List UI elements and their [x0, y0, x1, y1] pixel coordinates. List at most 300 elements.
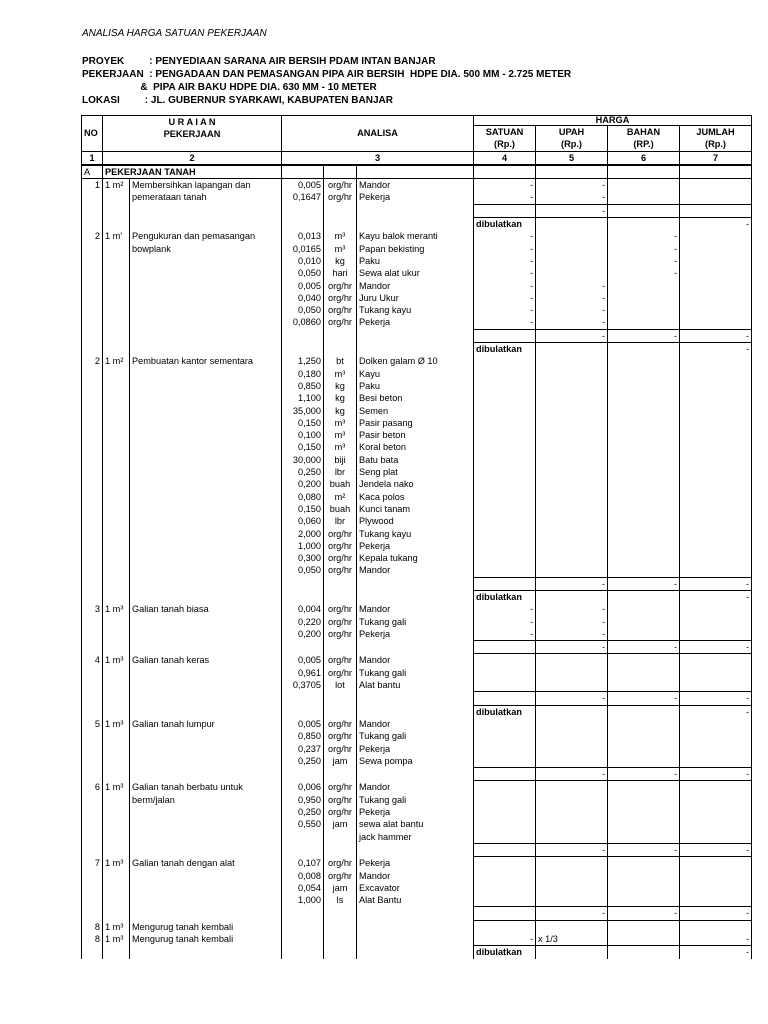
price-jumlah	[680, 755, 752, 767]
item-desc: pemerataan tanah	[130, 191, 282, 203]
item-no	[82, 491, 103, 503]
price-bahan	[608, 882, 680, 894]
cell	[608, 218, 680, 231]
subtotal-row	[82, 907, 752, 920]
item-desc	[130, 818, 282, 830]
cell	[474, 329, 536, 342]
price-jumlah	[680, 255, 752, 267]
price-bahan	[608, 870, 680, 882]
item-desc	[130, 255, 282, 267]
unit: org/hr	[324, 292, 357, 304]
item-unit	[103, 730, 130, 742]
unit: org/hr	[324, 528, 357, 540]
resource: Pekerja	[357, 857, 474, 869]
resource: Pasir beton	[357, 429, 474, 441]
cell	[324, 590, 357, 603]
price-jumlah	[680, 280, 752, 292]
price-bahan	[608, 552, 680, 564]
coefficient: 2,000	[282, 528, 324, 540]
price-bahan	[608, 368, 680, 380]
unit: org/hr	[324, 654, 357, 666]
price-satuan	[474, 718, 536, 730]
price-bahan	[608, 417, 680, 429]
item-no	[82, 628, 103, 640]
rounded-label: dibulatkan	[474, 343, 536, 356]
price-upah: -	[536, 191, 608, 203]
column-number-row	[82, 151, 752, 164]
cell	[82, 843, 103, 856]
item-desc	[130, 831, 282, 843]
cell	[282, 768, 324, 781]
subtotal-value: -	[608, 843, 680, 856]
unit	[324, 933, 357, 946]
item-no	[82, 882, 103, 894]
item-desc	[130, 380, 282, 392]
price-bahan	[608, 667, 680, 679]
price-jumlah	[680, 417, 752, 429]
item-desc	[130, 743, 282, 755]
resource: Paku	[357, 380, 474, 392]
price-satuan	[474, 417, 536, 429]
unit: org/hr	[324, 616, 357, 628]
item-unit: 1 m³	[103, 781, 130, 793]
cell	[82, 329, 103, 342]
resource: Pekerja	[357, 806, 474, 818]
unit: org/hr	[324, 743, 357, 755]
item-row	[82, 267, 752, 279]
price-upah	[536, 831, 608, 843]
analysis-table	[81, 115, 752, 959]
unit: kg	[324, 392, 357, 404]
price-bahan	[608, 528, 680, 540]
price-jumlah	[680, 230, 752, 242]
unit: org/hr	[324, 667, 357, 679]
project-line: PROYEK : PENYEDIAAN SARANA AIR BERSIH PDAM INTAN BANJAR	[82, 56, 436, 67]
header-jumlah-unit: (Rp.)	[705, 139, 726, 150]
price-satuan	[474, 806, 536, 818]
resource: sewa alat bantu	[357, 818, 474, 830]
item-row	[82, 191, 752, 203]
item-desc: berm/jalan	[130, 794, 282, 806]
price-satuan	[474, 441, 536, 453]
header-satuan-label: SATUAN	[485, 127, 524, 137]
resource: Alat bantu	[357, 679, 474, 691]
coefficient: 0,005	[282, 280, 324, 292]
coefficient: 1,100	[282, 392, 324, 404]
cell	[324, 705, 357, 718]
cell	[608, 705, 680, 718]
unit: hari	[324, 267, 357, 279]
price-upah	[536, 540, 608, 552]
resource: Plywood	[357, 515, 474, 527]
cell	[536, 218, 608, 231]
price-bahan	[608, 316, 680, 328]
price-satuan: -	[474, 628, 536, 640]
header-jumlah	[680, 126, 752, 152]
cell	[282, 577, 324, 590]
subtotal-value: -	[680, 907, 752, 920]
price-jumlah	[680, 316, 752, 328]
unit: org/hr	[324, 603, 357, 615]
item-no	[82, 478, 103, 490]
unit: m³	[324, 243, 357, 255]
price-upah	[536, 255, 608, 267]
item-no	[82, 429, 103, 441]
item-unit	[103, 540, 130, 552]
price-satuan: -	[474, 255, 536, 267]
price-jumlah	[680, 894, 752, 906]
item-no: 5	[82, 718, 103, 730]
subtotal-row	[82, 692, 752, 705]
item-no	[82, 528, 103, 540]
price-bahan	[608, 564, 680, 576]
price-bahan	[608, 392, 680, 404]
resource: Kunci tanam	[357, 503, 474, 515]
item-unit	[103, 628, 130, 640]
price-bahan	[608, 755, 680, 767]
item-row	[82, 730, 752, 742]
header-bahan	[608, 126, 680, 152]
price-satuan: -	[474, 933, 536, 946]
cell	[103, 907, 130, 920]
cell	[130, 907, 282, 920]
item-desc	[130, 316, 282, 328]
coefficient: 0,080	[282, 491, 324, 503]
item-no	[82, 441, 103, 453]
item-unit	[103, 667, 130, 679]
item-desc	[130, 441, 282, 453]
price-jumlah	[680, 743, 752, 755]
item-row	[82, 870, 752, 882]
item-row	[82, 491, 752, 503]
item-row	[82, 603, 752, 615]
price-satuan	[474, 921, 536, 933]
subtotal-value: -	[536, 577, 608, 590]
price-upah	[536, 230, 608, 242]
price-bahan	[608, 616, 680, 628]
rounded-label: dibulatkan	[474, 946, 536, 959]
unit: org/hr	[324, 857, 357, 869]
item-no	[82, 515, 103, 527]
item-row	[82, 528, 752, 540]
cell	[357, 843, 474, 856]
item-row	[82, 831, 752, 843]
subtotal-row	[82, 329, 752, 342]
price-bahan	[608, 743, 680, 755]
rounded-label: dibulatkan	[474, 590, 536, 603]
item-row	[82, 540, 752, 552]
resource: Sewa pompa	[357, 755, 474, 767]
cell	[82, 946, 103, 959]
price-bahan	[608, 718, 680, 730]
price-upah	[536, 921, 608, 933]
item-row	[82, 429, 752, 441]
unit: jam	[324, 882, 357, 894]
unit: lbr	[324, 466, 357, 478]
price-bahan: -	[608, 230, 680, 242]
item-unit	[103, 478, 130, 490]
cell	[82, 577, 103, 590]
item-no	[82, 806, 103, 818]
item-desc	[130, 894, 282, 906]
item-desc: Galian tanah berbatu untuk	[130, 781, 282, 793]
item-desc	[130, 882, 282, 894]
price-upah	[536, 667, 608, 679]
item-desc	[130, 417, 282, 429]
price-satuan: -	[474, 292, 536, 304]
item-unit	[103, 405, 130, 417]
cell	[608, 204, 680, 217]
price-satuan: -	[474, 280, 536, 292]
price-jumlah	[680, 515, 752, 527]
resource: Paku	[357, 255, 474, 267]
item-desc: Galian tanah lumpur	[130, 718, 282, 730]
item-row	[82, 405, 752, 417]
price-bahan: -	[608, 243, 680, 255]
item-row	[82, 392, 752, 404]
price-upah	[536, 730, 608, 742]
item-row	[82, 921, 752, 933]
price-upah	[536, 454, 608, 466]
coefficient: 0,237	[282, 743, 324, 755]
price-upah: -	[536, 179, 608, 192]
item-unit	[103, 794, 130, 806]
subtotal-value: -	[680, 577, 752, 590]
resource: Koral beton	[357, 441, 474, 453]
unit: buah	[324, 478, 357, 490]
item-no	[82, 454, 103, 466]
cell	[82, 692, 103, 705]
price-upah	[536, 894, 608, 906]
item-desc	[130, 528, 282, 540]
price-upah: -	[536, 616, 608, 628]
cell	[82, 907, 103, 920]
item-unit	[103, 255, 130, 267]
item-unit: 1 m³	[103, 857, 130, 869]
resource: Jendela nako	[357, 478, 474, 490]
unit: org/hr	[324, 304, 357, 316]
price-upah	[536, 392, 608, 404]
coefficient: 0,3705	[282, 679, 324, 691]
item-unit: 1 m²	[103, 355, 130, 367]
resource: Pekerja	[357, 628, 474, 640]
coefficient: 0,006	[282, 781, 324, 793]
item-unit: 1 m³	[103, 921, 130, 933]
coefficient: 0,013	[282, 230, 324, 242]
unit	[324, 831, 357, 843]
header-uraian-label: U R A I A N	[168, 117, 216, 127]
price-satuan	[474, 380, 536, 392]
cell	[282, 692, 324, 705]
cell	[324, 768, 357, 781]
item-no: 7	[82, 857, 103, 869]
price-satuan	[474, 755, 536, 767]
coefficient: 0,550	[282, 818, 324, 830]
coefficient: 0,050	[282, 267, 324, 279]
price-satuan	[474, 667, 536, 679]
resource: jack hammer	[357, 831, 474, 843]
price-bahan	[608, 478, 680, 490]
price-bahan	[608, 781, 680, 793]
price-upah	[536, 794, 608, 806]
subtotal-row	[82, 843, 752, 856]
item-unit: 1 m³	[103, 654, 130, 666]
coefficient: 0,008	[282, 870, 324, 882]
price-satuan	[474, 781, 536, 793]
cell	[282, 843, 324, 856]
unit: org/hr	[324, 179, 357, 192]
item-desc	[130, 368, 282, 380]
coefficient: 0,004	[282, 603, 324, 615]
price-upah	[536, 718, 608, 730]
resource	[357, 921, 474, 933]
price-satuan	[474, 491, 536, 503]
rounded-value: -	[680, 218, 752, 231]
price-bahan	[608, 179, 680, 192]
price-upah	[536, 806, 608, 818]
cell	[130, 218, 282, 231]
item-desc	[130, 454, 282, 466]
cell	[103, 577, 130, 590]
cell	[130, 590, 282, 603]
cell	[282, 218, 324, 231]
work-line-1: PEKERJAAN : PENGADAAN DAN PEMASANGAN PIPA AIR BERSIH HDPE DIA. 500 MM - 2.725 METER	[82, 69, 572, 80]
price-jumlah	[680, 503, 752, 515]
price-jumlah	[680, 730, 752, 742]
item-unit	[103, 429, 130, 441]
price-bahan	[608, 304, 680, 316]
header-pekerjaan-label: PEKERJAAN	[163, 129, 221, 140]
unit	[324, 921, 357, 933]
subtotal-value: -	[536, 329, 608, 342]
item-unit	[103, 466, 130, 478]
rounded-value: -	[680, 590, 752, 603]
price-satuan: -	[474, 191, 536, 203]
item-unit	[103, 679, 130, 691]
cell	[357, 946, 474, 959]
item-desc	[130, 267, 282, 279]
subtotal-value: -	[680, 641, 752, 654]
resource: Kepala tukang	[357, 552, 474, 564]
price-satuan	[474, 818, 536, 830]
item-row	[82, 794, 752, 806]
coefficient: 0,250	[282, 755, 324, 767]
cell	[282, 946, 324, 959]
cell	[357, 577, 474, 590]
unit: jam	[324, 755, 357, 767]
item-desc	[130, 392, 282, 404]
item-row	[82, 515, 752, 527]
price-upah	[536, 429, 608, 441]
item-no	[82, 552, 103, 564]
cell	[282, 329, 324, 342]
coefficient: 0,150	[282, 503, 324, 515]
coefficient: 0,060	[282, 515, 324, 527]
item-unit	[103, 417, 130, 429]
cell	[103, 946, 130, 959]
rounded-label: dibulatkan	[474, 218, 536, 231]
unit: jam	[324, 818, 357, 830]
item-unit	[103, 503, 130, 515]
price-upah	[536, 466, 608, 478]
price-upah	[536, 478, 608, 490]
item-desc	[130, 405, 282, 417]
item-no	[82, 894, 103, 906]
coefficient	[282, 831, 324, 843]
price-bahan	[608, 429, 680, 441]
section-row	[82, 165, 752, 178]
price-jumlah	[680, 679, 752, 691]
item-no: 3	[82, 603, 103, 615]
item-row	[82, 818, 752, 830]
subtotal-value: -	[536, 843, 608, 856]
item-unit	[103, 491, 130, 503]
price-bahan	[608, 628, 680, 640]
price-jumlah	[680, 405, 752, 417]
cell	[282, 705, 324, 718]
cell	[282, 343, 324, 356]
price-jumlah	[680, 466, 752, 478]
item-no	[82, 243, 103, 255]
header-upah	[536, 126, 608, 152]
coefficient: 0,961	[282, 667, 324, 679]
cell	[82, 768, 103, 781]
resource: Tukang gali	[357, 667, 474, 679]
item-desc	[130, 478, 282, 490]
coefficient: 0,200	[282, 478, 324, 490]
cell	[324, 577, 357, 590]
cell	[130, 329, 282, 342]
item-unit	[103, 894, 130, 906]
item-unit	[103, 564, 130, 576]
price-bahan: -	[608, 267, 680, 279]
unit: m³	[324, 368, 357, 380]
col-number-3: 3	[282, 151, 474, 164]
resource: Semen	[357, 405, 474, 417]
price-satuan	[474, 392, 536, 404]
item-desc	[130, 616, 282, 628]
resource: Mandor	[357, 781, 474, 793]
item-desc: Galian tanah biasa	[130, 603, 282, 615]
coefficient: 0,005	[282, 718, 324, 730]
item-no	[82, 679, 103, 691]
subtotal-value: -	[536, 641, 608, 654]
price-jumlah	[680, 368, 752, 380]
cell	[130, 705, 282, 718]
cell	[103, 641, 130, 654]
item-no	[82, 280, 103, 292]
price-jumlah: -	[680, 933, 752, 946]
price-jumlah	[680, 718, 752, 730]
col-number-2: 2	[103, 151, 282, 164]
coefficient	[282, 921, 324, 933]
price-upah	[536, 368, 608, 380]
resource: Pekerja	[357, 316, 474, 328]
price-satuan	[474, 478, 536, 490]
item-no	[82, 831, 103, 843]
work-line-2: & PIPA AIR BAKU HDPE DIA. 630 MM - 10 METER	[82, 82, 377, 93]
item-desc	[130, 806, 282, 818]
cell	[130, 343, 282, 356]
price-jumlah	[680, 552, 752, 564]
item-row	[82, 616, 752, 628]
subtotal-row	[82, 768, 752, 781]
coefficient: 0,850	[282, 380, 324, 392]
price-jumlah	[680, 292, 752, 304]
price-upah	[536, 818, 608, 830]
price-satuan: -	[474, 603, 536, 615]
rounded-row	[82, 946, 752, 959]
